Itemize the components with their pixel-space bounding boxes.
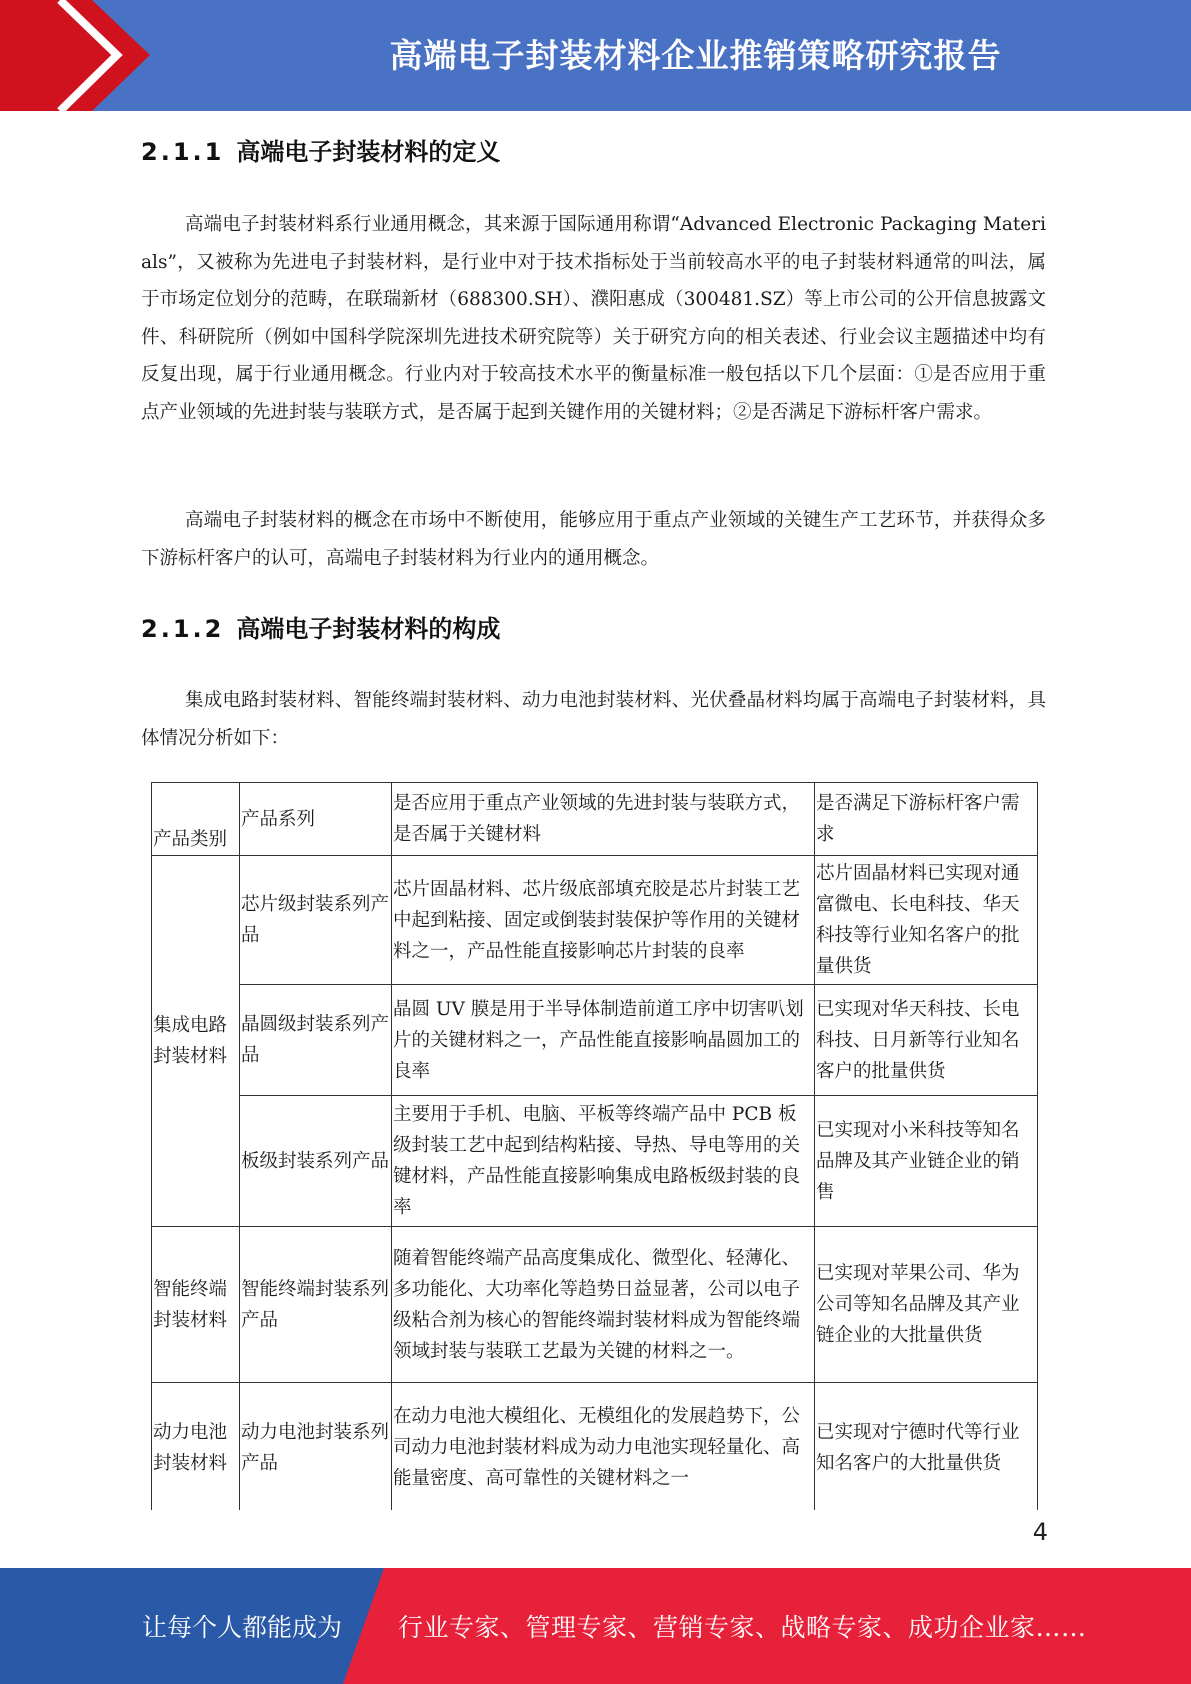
section-title: 高端电子封装材料的构成 — [236, 615, 501, 643]
footer-slogan-left: 让每个人都能成为 — [142, 1613, 343, 1642]
application-cell: 随着智能终端产品高度集成化、微型化、轻薄化、多功能化、大功率化等趋势日益显著，公司以电子级粘合剂为核心的智能终端封装材料成为智能终端领域封装与装联工艺最为关键的材料之一。 — [392, 1227, 815, 1383]
category-cell: 动力电池封装材料 — [152, 1383, 240, 1511]
category-cell: 智能终端封装材料 — [152, 1227, 240, 1383]
series-cell: 板级封装系列产品 — [240, 1096, 392, 1227]
page-footer — [0, 1568, 1191, 1684]
page-number: 4 — [1032, 1518, 1048, 1546]
section-number: 2.1.2 — [141, 615, 225, 643]
table-row — [152, 985, 1038, 1096]
table-header-row — [152, 783, 1038, 856]
application-cell: 芯片固晶材料、芯片级底部填充胶是芯片封装工艺中起到粘接、固定或倒装封装保护等作用的关键材料之一，产品性能直接影响芯片封装的良率 — [392, 856, 815, 985]
table-row — [152, 1227, 1038, 1383]
series-cell: 芯片级封装系列产品 — [240, 856, 392, 985]
series-cell: 晶圆级封装系列产品 — [240, 985, 392, 1096]
definition-paragraph-2: 高端电子封装材料的概念在市场中不断使用，能够应用于重点产业领域的关键生产工艺环节，并获得众多下游标杆客户的认可，高端电子封装材料为行业内的通用概念。 — [141, 510, 1046, 569]
application-cell: 主要用于手机、电脑、平板等终端产品中 PCB 板级封装工艺中起到结构粘接、导热、导电等用的关键材料，产品性能直接影响集成电路板级封装的良率 — [392, 1096, 815, 1227]
header-cell-series: 产品系列 — [240, 783, 392, 856]
customers-cell: 已实现对小米科技等知名品牌及其产业链企业的销售 — [815, 1096, 1038, 1227]
series-cell: 动力电池封装系列产品 — [240, 1383, 392, 1511]
footer-slogan-right: 行业专家、管理专家、营销专家、战略专家、成功企业家…… — [398, 1613, 1087, 1642]
customers-cell: 已实现对苹果公司、华为公司等知名品牌及其产业链企业的大批量供货 — [815, 1227, 1038, 1383]
header-cell-customers: 是否满足下游标杆客户需求 — [815, 783, 1038, 856]
category-cell: 集成电路封装材料 — [152, 856, 240, 1227]
header-cell-category: 产品类别 — [152, 783, 240, 856]
section-title: 高端电子封装材料的定义 — [236, 138, 501, 166]
application-cell: 晶圆 UV 膜是用于半导体制造前道工序中切害叭划片的关键材料之一，产品性能直接影响晶圆加工的良率 — [392, 985, 815, 1096]
materials-table — [151, 782, 1038, 1510]
table-row — [152, 856, 1038, 985]
series-cell: 智能终端封装系列产品 — [240, 1227, 392, 1383]
report-title: 高端电子封装材料企业推销策略研究报告 — [389, 35, 1002, 75]
header-cell-application: 是否应用于重点产业领域的先进封装与装联方式，是否属于关键材料 — [392, 783, 815, 856]
customers-cell: 已实现对华天科技、长电科技、日月新等行业知名客户的批量供货 — [815, 985, 1038, 1096]
section-number: 2.1.1 — [141, 138, 225, 166]
composition-paragraph: 集成电路封装材料、智能终端封装材料、动力电池封装材料、光伏叠晶材料均属于高端电子封装材料，具体情况分析如下： — [141, 690, 1046, 749]
table-row — [152, 1096, 1038, 1227]
table-row — [152, 1383, 1038, 1511]
definition-paragraph-1: 高端电子封装材料系行业通用概念，其来源于国际通用称谓“Advanced Electronic Packaging Materials”，又被称为先进电子封装材料，是行业中对于技术指标处于当前较高水平的电子封装材料通常的叫法，属于市场定位划分的范畴，在联瑞新材（688300.SH）、濮阳惠成（300481.SZ）等上市公司的公开信息披露文件、科研院所（例如中国科学院深圳先进技术研究院等）关于研究方向的相关表述、行业会议主题描述中均有反复出现，属于行业通用概念。行业内对于较高技术水平的衡量标准一般包括以下几个层面：①是否应用于重点产业领域的先进封装与装联方式，是否属于起到关键作用的关键材料；②是否满足下游标杆客户需求。 — [141, 214, 1046, 423]
application-cell: 在动力电池大模组化、无模组化的发展趋势下，公司动力电池封装材料成为动力电池实现轻量化、高能量密度、高可靠性的关键材料之一 — [392, 1383, 815, 1511]
customers-cell: 芯片固晶材料已实现对通富微电、长电科技、华天科技等行业知名客户的批量供货 — [815, 856, 1038, 985]
customers-cell: 已实现对宁德时代等行业知名客户的大批量供货 — [815, 1383, 1038, 1511]
